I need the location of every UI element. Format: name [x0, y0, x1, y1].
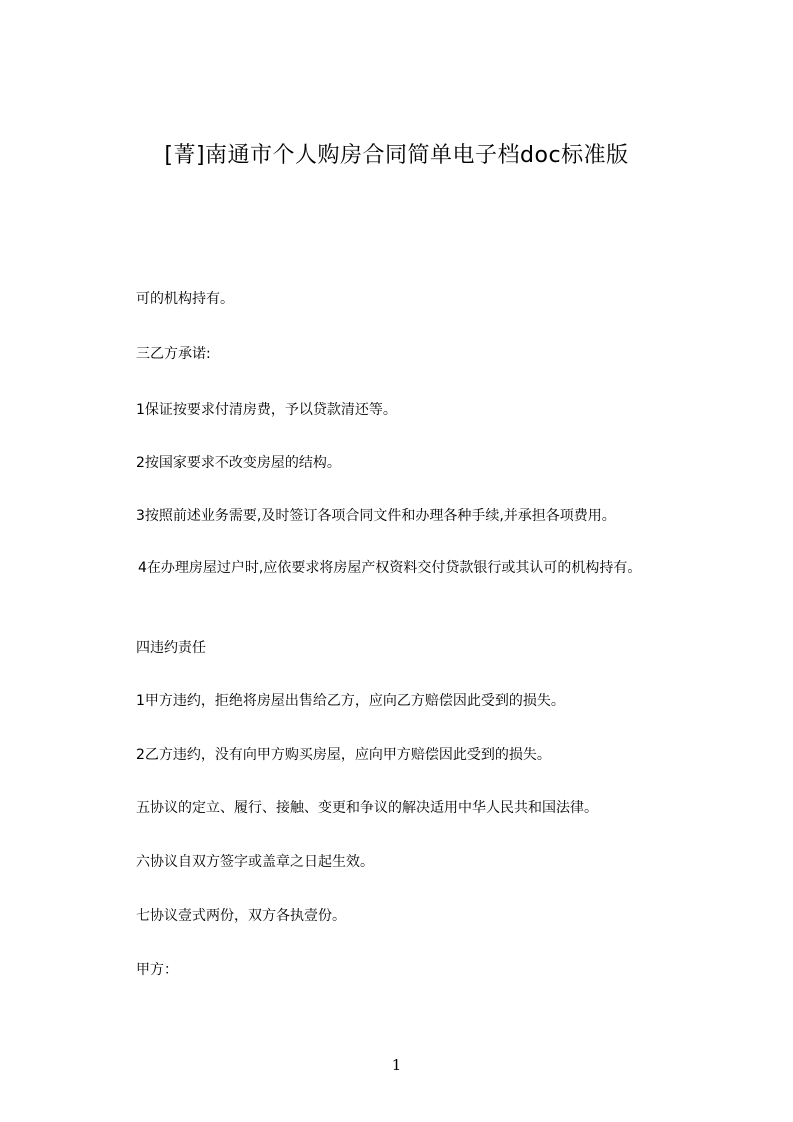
paragraph: 三乙方承诺: — [136, 346, 211, 362]
paragraph: 五协议的定立、履行、接触、变更和争议的解决适用中华人民共和国法律。 — [136, 800, 598, 816]
paragraph: 2按国家要求不改变房屋的结构。 — [136, 455, 341, 471]
paragraph: 甲方： — [136, 962, 178, 978]
paragraph: 七协议壹式两份，双方各执壹份。 — [136, 908, 346, 924]
paragraph: 1保证按要求付清房费，予以贷款清还等。 — [136, 402, 397, 418]
paragraph: 四违约责任 — [136, 640, 206, 656]
paragraph: 可的机构持有。 — [136, 291, 234, 307]
paragraph: 3按照前述业务需要,及时签订各项合同文件和办理各种手续,并承担各项费用。 — [136, 508, 616, 524]
paragraph: 2乙方违约，没有向甲方购买房屋，应向甲方赔偿因此受到的损失。 — [136, 747, 551, 763]
document-title: [菁]南通市个人购房合同简单电子档doc标准版 — [164, 143, 629, 168]
paragraph: 六协议自双方签字或盖章之日起生效。 — [136, 854, 374, 870]
paragraph: 1甲方违约，拒绝将房屋出售给乙方，应向乙方赔偿因此受到的损失。 — [136, 693, 565, 709]
page-number: 1 — [391, 1056, 402, 1074]
paragraph: 4在办理房屋过户时,应依要求将房屋产权资料交付贷款银行或其认可的机构持有。 — [138, 560, 642, 576]
